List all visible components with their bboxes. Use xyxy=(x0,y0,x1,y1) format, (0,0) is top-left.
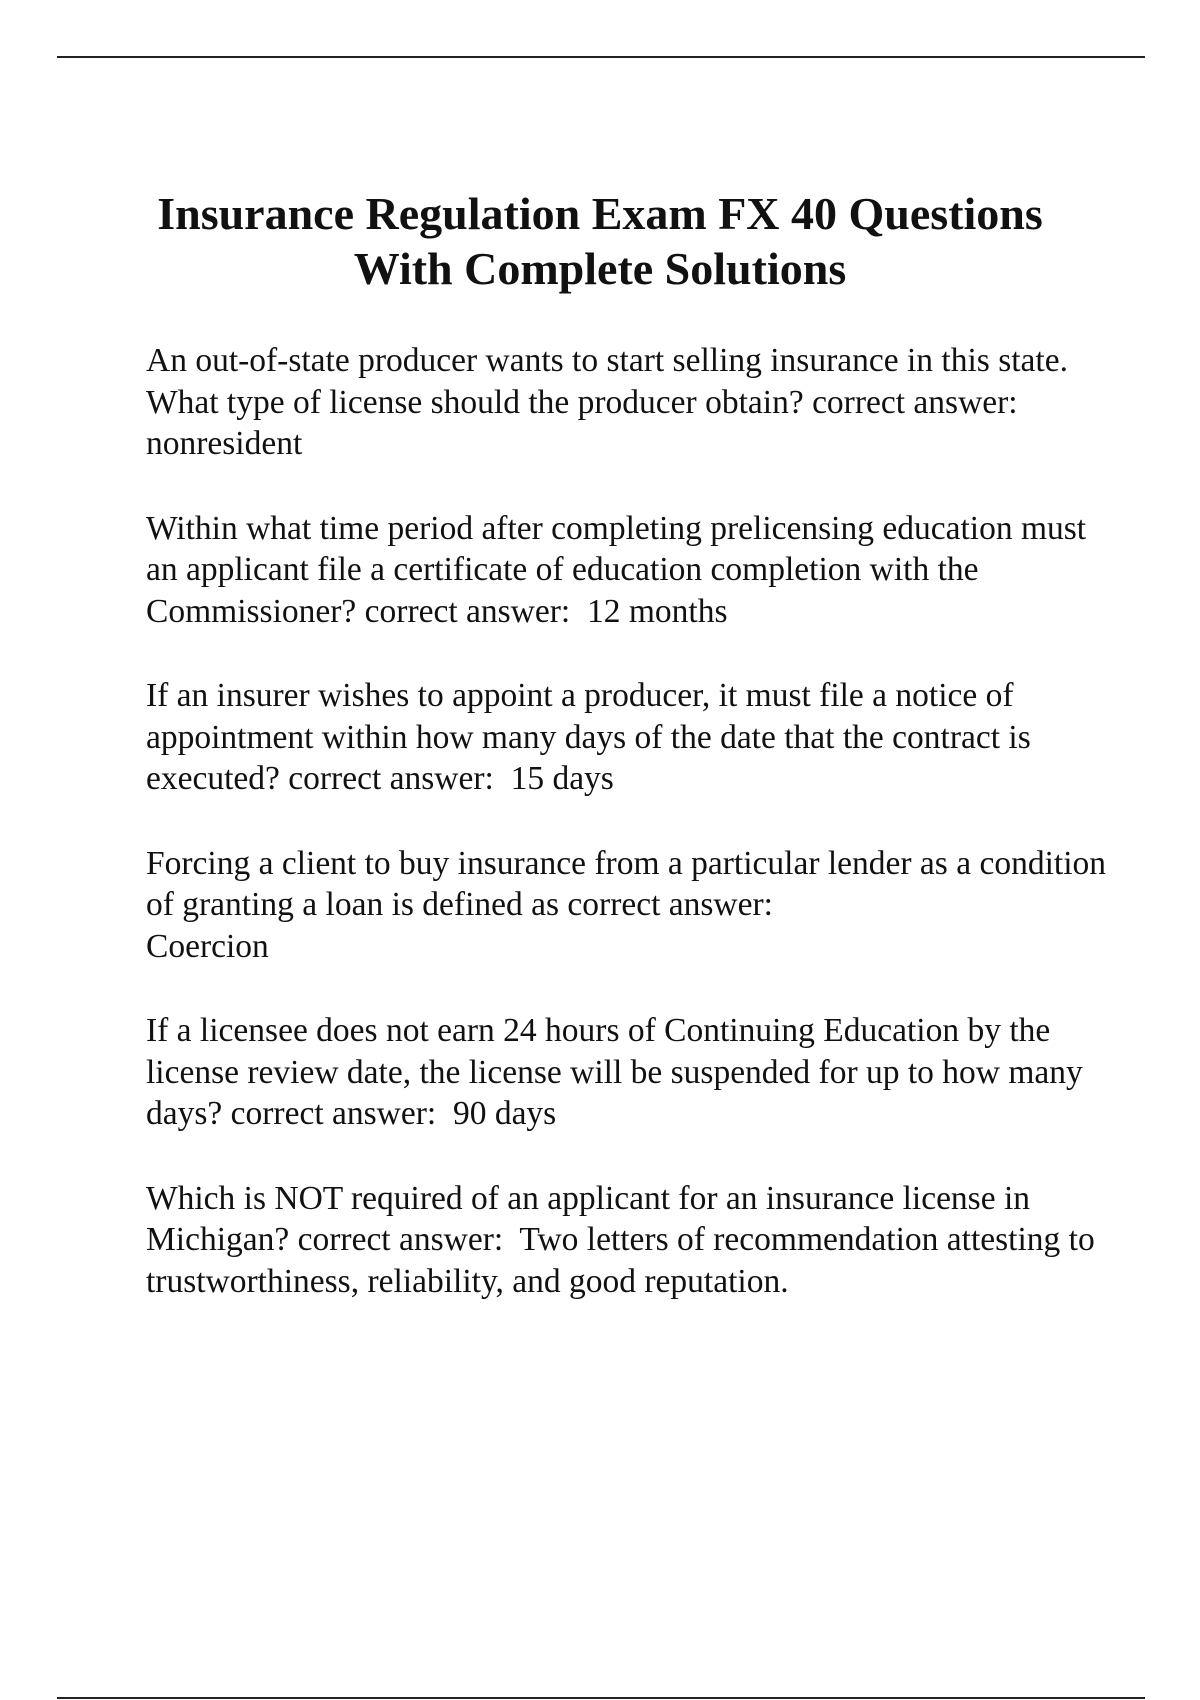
answer-label: correct answer: xyxy=(297,1221,504,1258)
answer-label: correct answer: xyxy=(230,1095,437,1132)
question-text: If a licensee does not earn 24 hours of Continuing Education by the license review date, the license will be suspended for up to how many days? xyxy=(146,1012,1092,1132)
question-text: Which is NOT required of an applicant for an insurance license in Michigan? xyxy=(146,1179,1039,1258)
qa-item xyxy=(146,843,1115,968)
answer-label: correct answer: xyxy=(812,383,1018,421)
answer-text: Two letters of recommendation attesting to trustworthiness, reliability, and good reputation. xyxy=(146,1221,1104,1300)
qa-item xyxy=(146,1178,1106,1303)
footer-rule xyxy=(57,1697,1145,1699)
qa-list xyxy=(146,340,1115,1345)
header-rule xyxy=(57,56,1145,58)
answer-label: correct answer: xyxy=(288,760,494,797)
answer-text: Coercion xyxy=(146,927,269,965)
title-line-2: With Complete Solutions xyxy=(353,243,847,294)
qa-item xyxy=(146,675,1106,800)
question-text: Within what time period after completing prelicensing education must an applicant file a certificate of education completion with the Commissioner? xyxy=(146,509,1095,630)
answer-text: 90 days xyxy=(452,1095,557,1132)
question-text: Forcing a client to buy insurance from a particular lender as a condition of granting a loan is defined as xyxy=(146,844,1115,923)
qa-item xyxy=(146,1010,1106,1135)
document-title xyxy=(100,186,1100,296)
answer-label: correct answer: xyxy=(567,886,773,923)
qa-item xyxy=(146,508,1106,633)
question-text: If an insurer wishes to appoint a producer, it must file a notice of appointment within how many days of the date that the contract is executed? xyxy=(146,677,1040,797)
answer-text: 12 months xyxy=(586,592,728,630)
title-line-1: Insurance Regulation Exam FX 40 Questions xyxy=(157,188,1043,239)
question-text: An out-of-state producer wants to start selling insurance in this state. What type of license should the producer obtain? xyxy=(146,342,1076,421)
answer-text: nonresident xyxy=(146,425,303,462)
answer-text: 15 days xyxy=(510,760,614,797)
qa-item xyxy=(146,340,1106,465)
answer-label: correct answer: xyxy=(364,592,571,630)
